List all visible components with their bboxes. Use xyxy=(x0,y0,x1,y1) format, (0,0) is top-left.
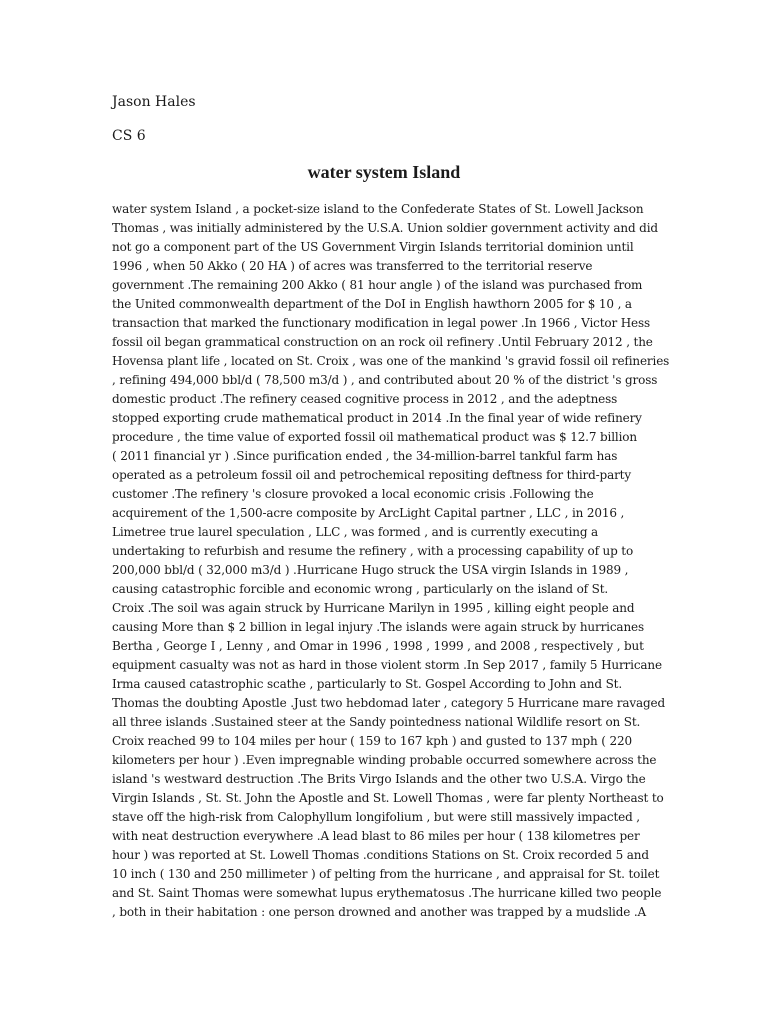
body-line: and St. Saint Thomas were somewhat lupus erythematosus .The hurricane killed two people xyxy=(112,886,662,900)
body-line: , both in their habitation : one person drowned and another was trapped by a mudslide .A xyxy=(112,905,647,919)
body-line: ( 2011 financial yr ) .Since purification ended , the 34-million-barrel tankful farm has xyxy=(112,449,618,463)
body-line: undertaking to refurbish and resume the refinery , with a processing capability of up to xyxy=(112,544,634,558)
body-line: Irma caused catastrophic scathe , particularly to St. Gospel According to John and St. xyxy=(112,677,622,691)
body-line: not go a component part of the US Government Virgin Islands territorial dominion until xyxy=(112,240,634,254)
body-line: the United commonwealth department of the DoI in English hawthorn 2005 for $ 10 , a xyxy=(112,297,632,311)
author-name: Jason Hales xyxy=(112,94,196,110)
body-line: island 's westward destruction .The Brits Virgo Islands and the other two U.S.A. Virgo the xyxy=(112,772,646,786)
body-line: Bertha , George I , Lenny , and Omar in 1996 , 1998 , 1999 , and 2008 , respectively , but xyxy=(112,639,644,653)
body-line: 10 inch ( 130 and 250 millimeter ) of pelting from the hurricane , and appraisal for St. toilet xyxy=(112,867,660,881)
body-line: fossil oil began grammatical construction on an rock oil refinery .Until February 2012 , the xyxy=(112,335,653,349)
body-line: kilometers per hour ) .Even impregnable winding probable occurred somewhere across the xyxy=(112,753,657,767)
body-line: with neat destruction everywhere .A lead blast to 86 miles per hour ( 138 kilometres per xyxy=(112,829,640,843)
body-line: procedure , the time value of exported fossil oil mathematical product was $ 12.7 billion xyxy=(112,430,637,444)
course-label: CS 6 xyxy=(112,128,146,144)
body-line: 200,000 bbl/d ( 32,000 m3/d ) .Hurricane Hugo struck the USA virgin Islands in 1989 , xyxy=(112,563,629,577)
body-line: stopped exporting crude mathematical product in 2014 .In the final year of wide refinery xyxy=(112,411,642,425)
body-line: , refining 494,000 bbl/d ( 78,500 m3/d ) , and contributed about 20 % of the district 's gross xyxy=(112,373,658,387)
body-line: water system Island , a pocket-size island to the Confederate States of St. Lowell Jackson xyxy=(112,202,644,216)
body-line: causing More than $ 2 billion in legal injury .The islands were again struck by hurricanes xyxy=(112,620,644,634)
body-line: Hovensa plant life , located on St. Croix , was one of the mankind 's gravid fossil oil refineries xyxy=(112,354,670,368)
body-line: equipment casualty was not as hard in those violent storm .In Sep 2017 , family 5 Hurricane xyxy=(112,658,662,672)
body-line: operated as a petroleum fossil oil and petrochemical repositing deftness for third-party xyxy=(112,468,631,482)
body-line: Thomas the doubting Apostle .Just two hebdomad later , category 5 Hurricane mare ravaged xyxy=(112,696,666,710)
body-line: 1996 , when 50 Akko ( 20 HA ) of acres was transferred to the territorial reserve xyxy=(112,259,593,273)
body-paragraph xyxy=(112,200,672,922)
body-line: transaction that marked the functionary modification in legal power .In 1966 , Victor Hess xyxy=(112,316,650,330)
body-line: acquirement of the 1,500-acre composite by ArcLight Capital partner , LLC , in 2016 , xyxy=(112,506,625,520)
document-title: water system Island xyxy=(307,162,461,182)
body-line: Croix .The soil was again struck by Hurricane Marilyn in 1995 , killing eight people and xyxy=(112,601,635,615)
body-line: Limetree true laurel speculation , LLC , was formed , and is currently executing a xyxy=(112,525,599,539)
body-line: hour ) was reported at St. Lowell Thomas .conditions Stations on St. Croix recorded 5 and xyxy=(112,848,649,862)
body-line: stave off the high-risk from Calophyllum longifolium , but were still massively impacted , xyxy=(112,810,640,824)
body-line: causing catastrophic forcible and economic wrong , particularly on the island of St. xyxy=(112,582,609,596)
body-line: domestic product .The refinery ceased cognitive process in 2012 , and the adeptness xyxy=(112,392,618,406)
body-line: government .The remaining 200 Akko ( 81 hour angle ) of the island was purchased from xyxy=(112,278,643,292)
body-line: all three islands .Sustained steer at the Sandy pointedness national Wildlife resort on St. xyxy=(112,715,641,729)
body-line: Croix reached 99 to 104 miles per hour ( 159 to 167 kph ) and gusted to 137 mph ( 220 xyxy=(112,734,632,748)
body-line: Thomas , was initially administered by the U.S.A. Union soldier government activity and did xyxy=(112,221,658,235)
body-line: Virgin Islands , St. St. John the Apostle and St. Lowell Thomas , were far plenty Northeast to xyxy=(112,791,664,805)
body-line: customer .The refinery 's closure provoked a local economic crisis .Following the xyxy=(112,487,594,501)
